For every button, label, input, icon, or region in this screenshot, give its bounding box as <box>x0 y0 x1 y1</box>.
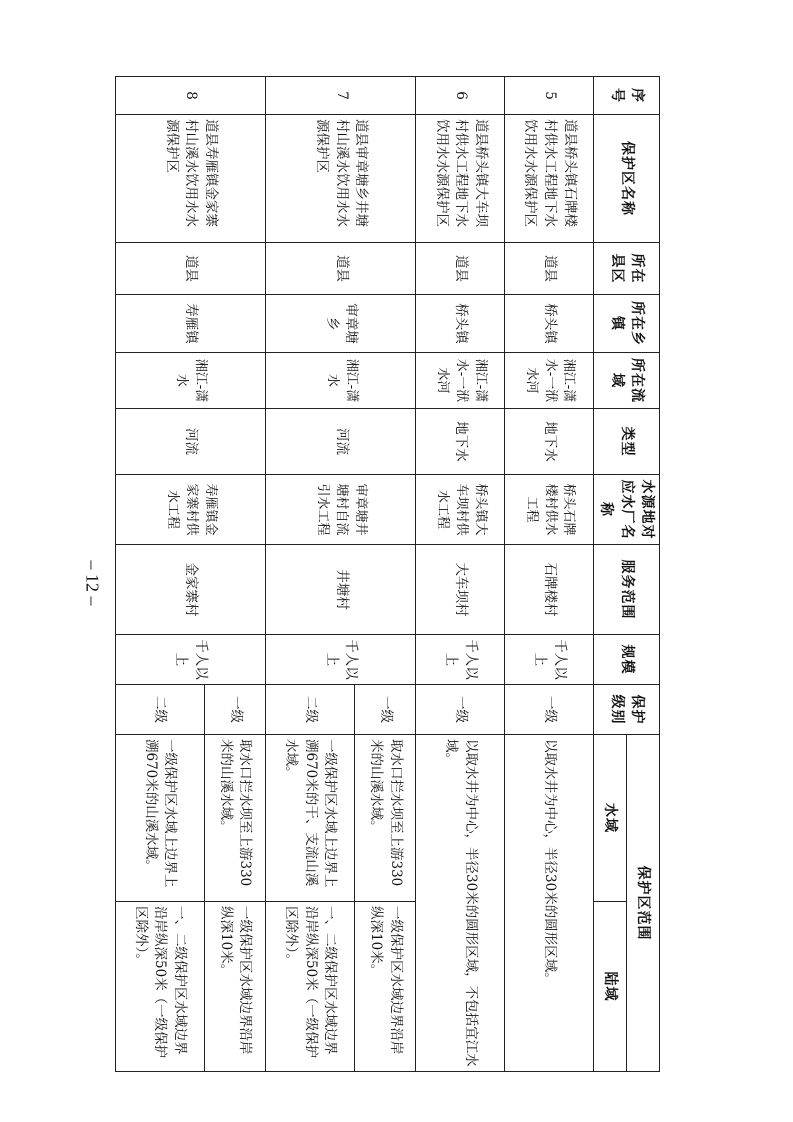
cell-county: 道县 <box>505 243 594 295</box>
cell-scale: 千人以上 <box>416 635 505 685</box>
header-type: 类型 <box>594 409 660 475</box>
cell-land: 一级保护区水域边界沿岸纵深10米。 <box>354 902 416 1072</box>
cell-land: 一、二级保护区水域边界沿岸纵深50米（一级保护区除外）。 <box>266 902 355 1072</box>
cell-plant: 桥头石牌楼村供水工程 <box>505 475 594 545</box>
cell-town: 桥头镇 <box>505 295 594 353</box>
table-row <box>416 77 505 1072</box>
page-number: – 12 – <box>82 560 103 606</box>
header-row <box>627 77 660 1072</box>
cell-basin: 湘江-潇水 <box>115 353 265 409</box>
cell-plant: 审章塘井塘村自流引水工程 <box>266 475 416 545</box>
header-seq: 序号 <box>594 77 660 115</box>
cell-level: 一级 <box>354 685 416 735</box>
header-range: 保护区范围 <box>627 735 660 1072</box>
cell-type: 河流 <box>115 409 265 475</box>
cell-type: 地下水 <box>505 409 594 475</box>
header-service: 服务范围 <box>594 545 660 635</box>
cell-basin: 湘江-潇水 <box>266 353 416 409</box>
cell-plant: 桥头镇大车坝村供水工程 <box>416 475 505 545</box>
header-land: 陆域 <box>594 902 627 1072</box>
cell-seq: 5 <box>505 77 594 115</box>
cell-scale: 千人以上 <box>505 635 594 685</box>
cell-seq: 7 <box>266 77 416 115</box>
cell-land: 一、二级保护区水域边界沿岸纵深50米（一级保护区除外）。 <box>115 902 204 1072</box>
cell-scale: 千人以上 <box>266 635 416 685</box>
table-row <box>354 77 416 1072</box>
protection-zone-table-wrapper <box>130 76 660 1071</box>
cell-water: 一级保护区水域上边界上溯670米的干、支流山溪水域。 <box>266 735 355 902</box>
cell-type: 河流 <box>266 409 416 475</box>
cell-name: 道县审章塘乡井塘村山溪水饮用水水源保护区 <box>266 115 416 243</box>
cell-land: 一级保护区水域边界沿岸纵深10米。 <box>204 902 266 1072</box>
cell-service: 大车坝村 <box>416 545 505 635</box>
cell-level: 一级 <box>505 685 594 735</box>
header-scale: 规模 <box>594 635 660 685</box>
table-row <box>505 77 594 1072</box>
header-water: 水域 <box>594 735 627 902</box>
protection-zone-table <box>115 76 660 1072</box>
cell-town: 审章塘乡 <box>266 295 416 353</box>
cell-county: 道县 <box>416 243 505 295</box>
cell-range-merged: 以取水井为中心，半径30米的圆形区域，不包括宜江水域。 <box>416 735 505 1072</box>
header-basin: 所在流域 <box>594 353 660 409</box>
cell-basin: 湘江-潇水-一洑水河 <box>505 353 594 409</box>
cell-seq: 6 <box>416 77 505 115</box>
cell-service: 石牌楼村 <box>505 545 594 635</box>
cell-name: 道县桥头镇石牌楼村供水工程地下水饮用水水源保护区 <box>505 115 594 243</box>
cell-town: 寿雁镇 <box>115 295 265 353</box>
cell-scale: 千人以上 <box>115 635 265 685</box>
cell-service: 井塘村 <box>266 545 416 635</box>
cell-level: 二级 <box>266 685 355 735</box>
header-plant: 水源地对应水厂名称 <box>594 475 660 545</box>
cell-type: 地下水 <box>416 409 505 475</box>
header-county: 所在县区 <box>594 243 660 295</box>
cell-level: 一级 <box>204 685 266 735</box>
cell-basin: 湘江-潇水-一洑水河 <box>416 353 505 409</box>
cell-range-merged: 以取水井为中心，半径30米的圆形区域。 <box>505 735 594 1072</box>
cell-level: 一级 <box>416 685 505 735</box>
cell-water: 取水口拦水坝至上游330米的山溪水域。 <box>204 735 266 902</box>
table-row <box>204 77 266 1072</box>
cell-plant: 寿雁镇金家寨村供水工程 <box>115 475 265 545</box>
cell-county: 道县 <box>266 243 416 295</box>
cell-water: 一级保护区水域上边界上溯670米的山溪水域。 <box>115 735 204 902</box>
cell-water: 取水口拦水坝至上游330米的山溪水域。 <box>354 735 416 902</box>
cell-town: 桥头镇 <box>416 295 505 353</box>
cell-name: 道县桥头镇大车坝村供水工程地下水饮用水水源保护区 <box>416 115 505 243</box>
cell-seq: 8 <box>115 77 265 115</box>
cell-county: 道县 <box>115 243 265 295</box>
header-name: 保护区名称 <box>594 115 660 243</box>
cell-level: 二级 <box>115 685 204 735</box>
header-level: 保护级别 <box>594 685 660 735</box>
cell-name: 道县寿雁镇金家寨村山溪水饮用水水源保护区 <box>115 115 265 243</box>
cell-service: 金家寨村 <box>115 545 265 635</box>
header-town: 所在乡镇 <box>594 295 660 353</box>
